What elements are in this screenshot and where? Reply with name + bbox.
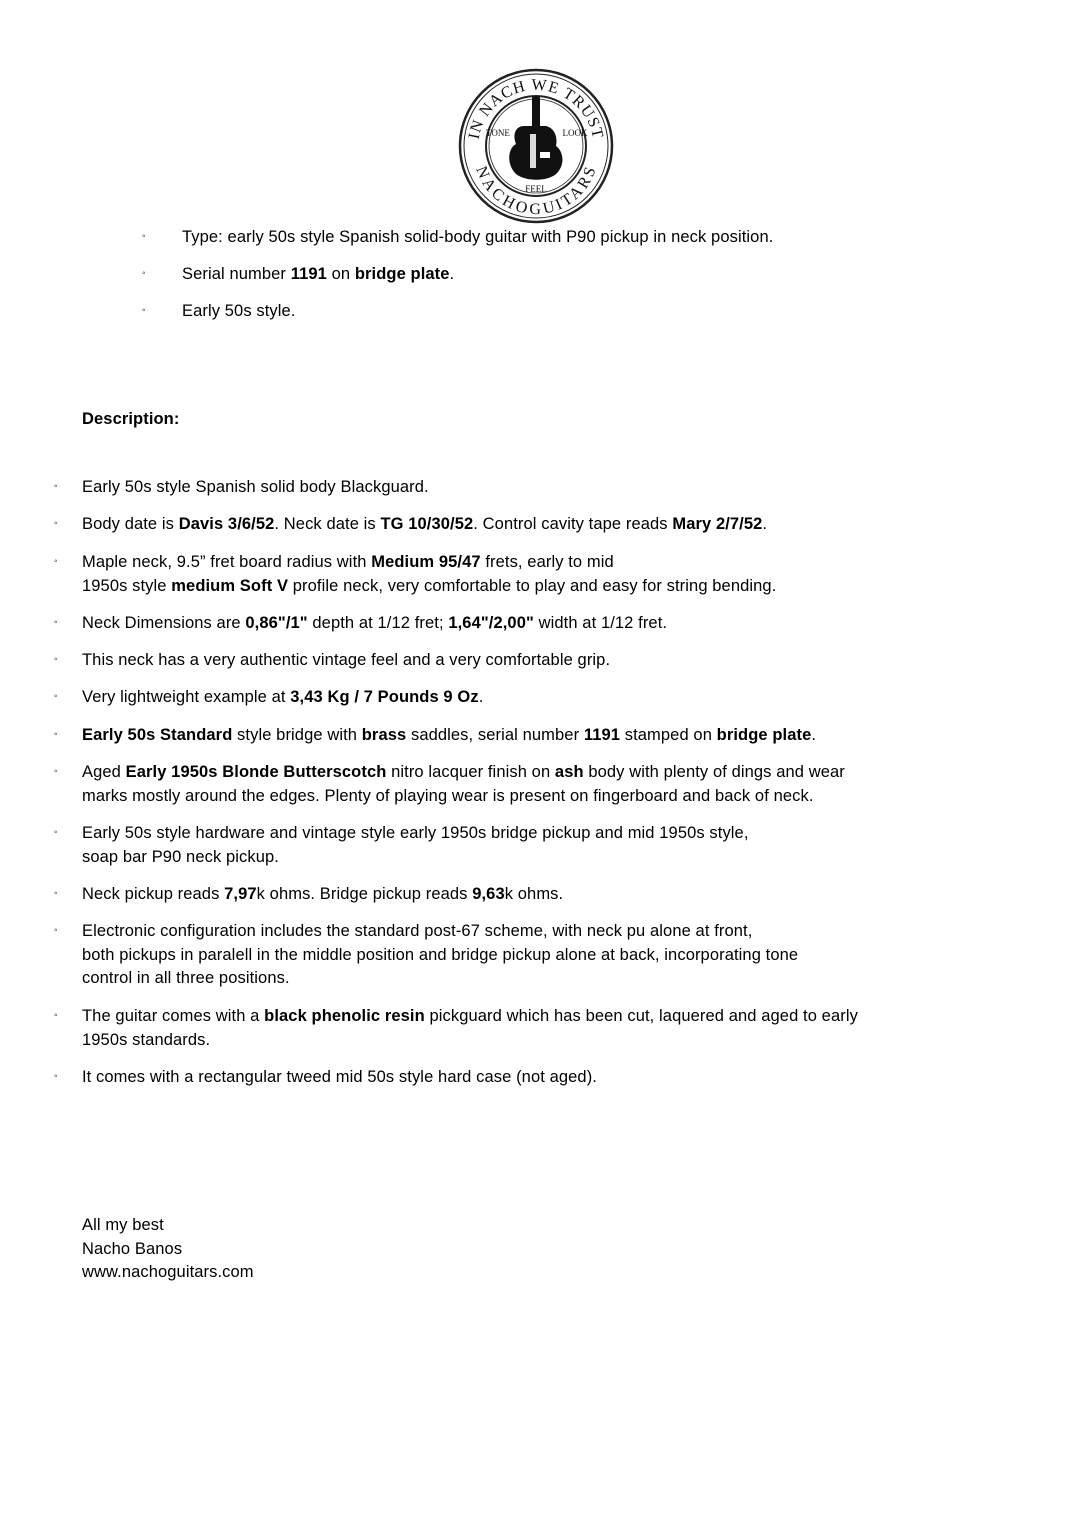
- text-run: on: [326, 265, 355, 283]
- list-item-line: [82, 649, 610, 672]
- text-run: 1950s standards.: [82, 1030, 211, 1049]
- list-item-line: [82, 785, 814, 808]
- bullet-marker: ◦: [142, 305, 146, 316]
- list-item-line: [82, 822, 749, 845]
- bullet-marker: ◦: [54, 766, 58, 777]
- list-item-line: [82, 967, 290, 990]
- bold-text: Early 1950s Blonde Butterscotch: [125, 763, 387, 781]
- text-run: k ohms.: [504, 885, 564, 903]
- bullet-marker: ◦: [142, 268, 146, 279]
- text-run: both pickups in paralell in the middle position and bridge pickup alone at back, incorporating tone: [82, 945, 799, 964]
- bullet-marker: ◦: [142, 231, 146, 242]
- text-run: Electronic configuration includes the standard post-67 scheme, with neck pu alone at front,: [82, 922, 753, 940]
- list-item-line: [82, 944, 798, 967]
- bullet-marker: ◦: [54, 1071, 58, 1082]
- bullet-marker: ◦: [54, 556, 58, 567]
- list-item-line: [82, 575, 776, 598]
- list-item-line: [82, 1066, 597, 1089]
- text-run: style bridge with: [232, 726, 362, 744]
- text-run: depth at 1/12 fret;: [307, 614, 449, 632]
- text-run: Neck pickup reads: [82, 885, 225, 903]
- text-run: k ohms. Bridge pickup reads: [256, 885, 473, 903]
- logo-ring-bottom-text: NACHOGUITARS: [471, 164, 601, 219]
- list-item-line: [82, 846, 279, 869]
- text-run: .: [449, 265, 455, 283]
- bullet-marker: ◦: [54, 1010, 58, 1021]
- bold-text: black phenolic resin: [264, 1007, 425, 1025]
- text-run: . Control cavity tape reads: [473, 515, 673, 533]
- list-item-line: [82, 883, 563, 906]
- text-run: Maple neck, 9.5” fret board radius with: [82, 553, 372, 571]
- signature-line: Nacho Banos: [82, 1239, 183, 1258]
- list-item-line: [82, 612, 667, 635]
- logo-feel-label: FEEL: [525, 184, 547, 194]
- logo-look-label: LOOK: [562, 128, 588, 138]
- list-item-line: [82, 1005, 858, 1028]
- bold-text: brass: [361, 726, 407, 744]
- list-item-line: [82, 686, 483, 709]
- text-run: Neck Dimensions are: [82, 614, 246, 632]
- text-run: nitro lacquer finish on: [386, 763, 555, 781]
- text-run: profile neck, very comfortable to play and easy for string bending.: [288, 576, 777, 595]
- list-item-line: [82, 724, 816, 747]
- logo-tone-label: TONE: [486, 128, 510, 138]
- bold-text: Early 50s Standard: [82, 726, 233, 744]
- text-run: .: [762, 515, 768, 533]
- guitar-icon: [509, 96, 562, 180]
- text-run: control in all three positions.: [82, 969, 290, 987]
- bullet-marker: ◦: [54, 481, 58, 492]
- bullet-marker: ◦: [54, 617, 58, 628]
- bold-text: ash: [554, 763, 584, 781]
- bold-text: 1191: [583, 726, 621, 744]
- text-run: .: [478, 688, 484, 706]
- bullet-marker: ◦: [54, 888, 58, 899]
- text-run: 1950s style: [82, 576, 172, 595]
- text-run: frets, early to mid: [480, 553, 614, 571]
- bold-text: bridge plate: [354, 265, 450, 283]
- text-run: The guitar comes with a: [82, 1007, 265, 1025]
- bold-text: Mary 2/7/52: [672, 515, 763, 533]
- logo-ring-top-text: IN NACH WE TRUST: [465, 76, 607, 141]
- text-run: Early 50s style Spanish solid body Blackguard.: [82, 478, 429, 496]
- list-item: [182, 226, 773, 249]
- text-run: It comes with a rectangular tweed mid 50s style hard case (not aged).: [82, 1068, 597, 1086]
- bullet-marker: ◦: [54, 654, 58, 665]
- text-run: This neck has a very authentic vintage feel and a very comfortable grip.: [82, 651, 611, 669]
- bold-text: bridge plate: [716, 726, 812, 744]
- text-run: pickguard which has been cut, laquered and aged to early: [424, 1007, 858, 1025]
- bold-text: 3,43 Kg / 7 Pounds 9 Oz: [290, 688, 479, 706]
- bold-text: 9,63: [472, 885, 505, 903]
- bold-text: 0,86"/1": [245, 614, 308, 632]
- bold-text: TG 10/30/52: [380, 515, 474, 533]
- bullet-marker: ◦: [54, 925, 58, 936]
- text-run: body with plenty of dings and wear: [583, 763, 845, 781]
- text-run: Aged: [82, 763, 126, 781]
- list-item-line: [82, 476, 429, 499]
- nachoguitars-logo: [458, 68, 614, 224]
- description-heading: Description:: [82, 410, 180, 428]
- bold-text: 7,97: [224, 885, 257, 903]
- bold-text: 1191: [290, 265, 327, 283]
- list-item: [182, 263, 454, 286]
- text-run: soap bar P90 neck pickup.: [82, 847, 279, 866]
- list-item-line: [82, 551, 614, 574]
- text-run: . Neck date is: [274, 515, 381, 533]
- text-run: Very lightweight example at: [82, 688, 291, 706]
- bullet-marker: ◦: [54, 729, 58, 740]
- text-run: Early 50s style.: [182, 302, 296, 320]
- bold-text: Medium 95/47: [371, 553, 481, 571]
- text-run: saddles, serial number: [406, 726, 584, 744]
- text-run: Early 50s style hardware and vintage style early 1950s bridge pickup and mid 1950s style,: [82, 824, 749, 842]
- signature-line: All my best: [82, 1216, 164, 1234]
- list-item-line: [82, 761, 845, 784]
- bold-text: 1,64"/2,00": [448, 614, 534, 632]
- text-run: stamped on: [620, 726, 717, 744]
- text-run: marks mostly around the edges. Plenty of playing wear is present on fingerboard and back of neck.: [82, 786, 814, 805]
- list-item-line: [82, 920, 752, 943]
- text-run: Serial number: [182, 265, 291, 283]
- bullet-marker: ◦: [54, 691, 58, 702]
- bullet-marker: ◦: [54, 827, 58, 838]
- bold-text: medium Soft V: [171, 576, 289, 595]
- bullet-marker: ◦: [54, 518, 58, 529]
- text-run: Body date is: [82, 515, 179, 533]
- text-run: width at 1/12 fret.: [533, 614, 668, 632]
- signature-line: www.nachoguitars.com: [82, 1263, 254, 1281]
- text-run: Type: early 50s style Spanish solid-body guitar with P90 pickup in neck position.: [182, 228, 774, 246]
- bold-text: Davis 3/6/52: [178, 515, 275, 533]
- list-item: [182, 300, 295, 323]
- list-item-line: [82, 1029, 210, 1052]
- text-run: .: [811, 726, 817, 744]
- list-item-line: [82, 513, 767, 536]
